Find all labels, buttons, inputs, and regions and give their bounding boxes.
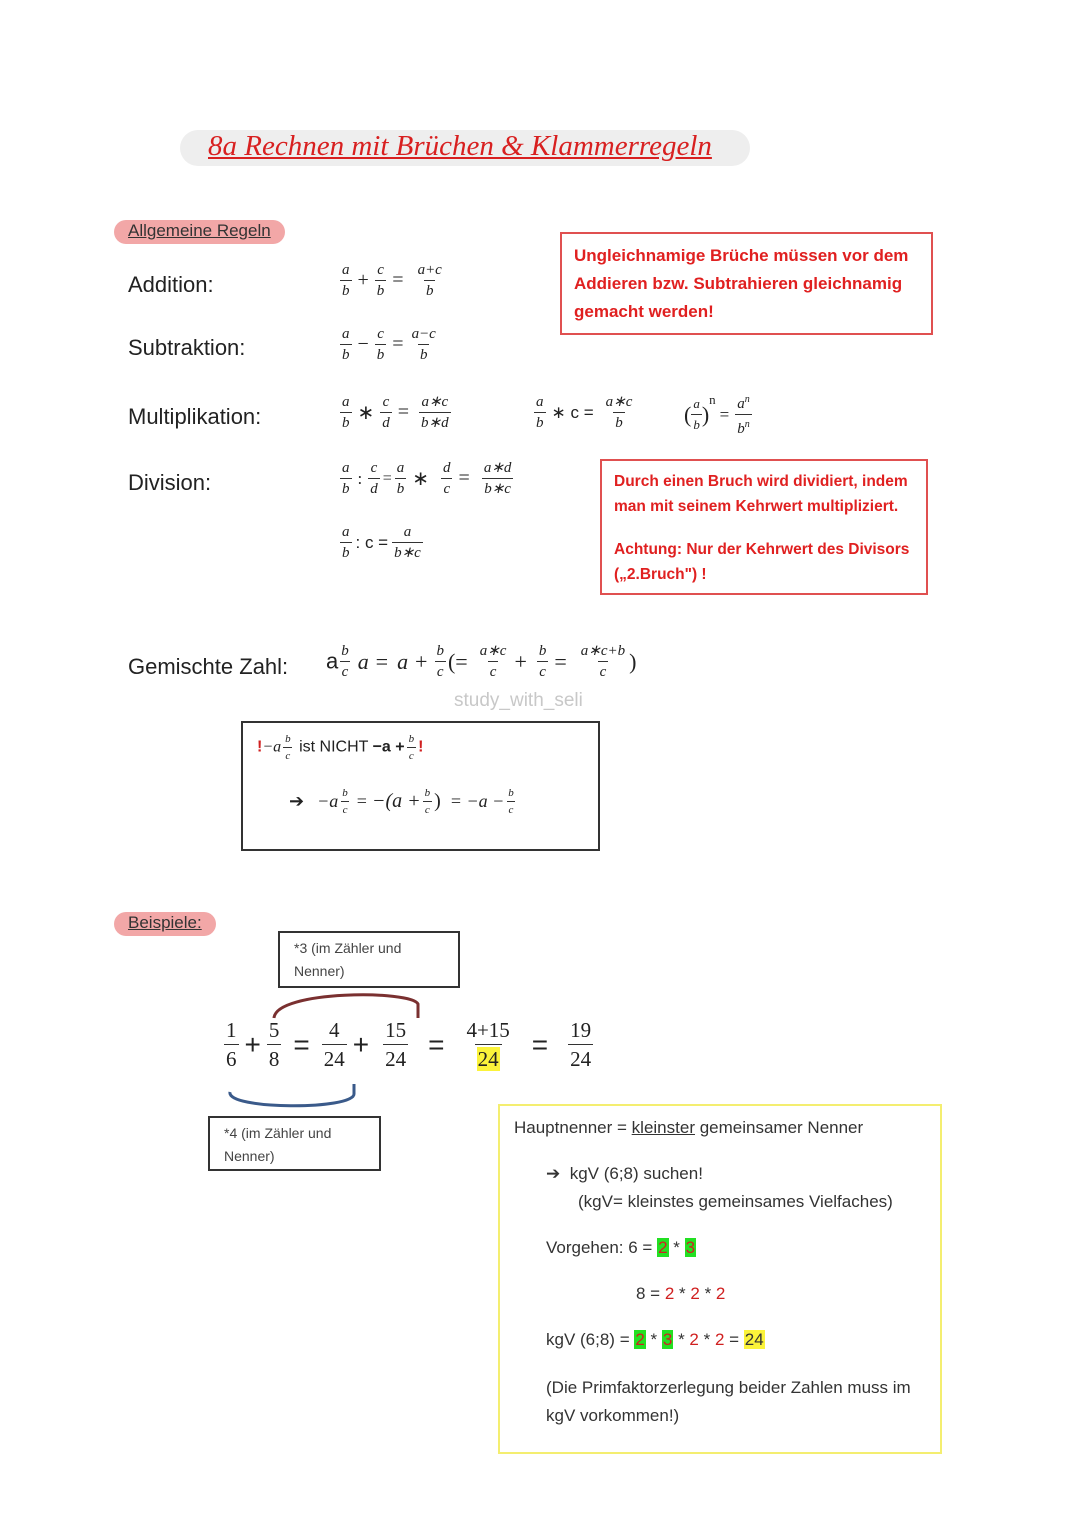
label-mixed-number: Gemischte Zahl: (128, 654, 289, 679)
kgv-line-6: kgV (6;8) = 2 * 3 * 2 * 2 = 24 (546, 1330, 764, 1349)
kgv-box (498, 1104, 942, 1454)
watermark: study_with_seli (454, 690, 583, 711)
division-attention-text: Achtung: Nur der Kehrwert des Divisors („2.Bruch") ! (614, 541, 910, 583)
formula-multiplication: $\frac{a}{b}$ ∗ $\frac{c}{d}$ = $\frac{a∗c}{b∗d}$ (342, 394, 449, 431)
formula-division: $\frac{a}{b}$ : $\frac{c}{d}$ = $\frac{a}{b}$ ∗ $\frac{d}{c}$ = $\frac{a∗d}{b∗c}$ (342, 460, 512, 497)
page-title: 8a Rechnen mit Brüchen & Klammerregeln (208, 130, 712, 162)
note-times-4: *4 (im Zähler und Nenner) (208, 1116, 381, 1171)
formula-addition: $\frac{a}{b}$ + $\frac{c}{b}$ = $\frac{a+c}{b}$ (342, 262, 442, 299)
example-equation: $\frac{1}{6}$ + $\frac{5}{8}$ = $\frac{4}{24}$ + $\frac{15}{24}$ = $\frac{4+15}{24}$ = $\frac{19}{24}$ (226, 1018, 592, 1071)
division-rule-text: Durch einen Bruch wird dividiert, indem man mit seinem Kehrwert multipliziert. (614, 473, 908, 515)
arrow-icon: ➔ (289, 791, 305, 811)
arc-times-3 (274, 995, 418, 1018)
kgv-line-5: 8 = 2 * 2 * 2 (636, 1284, 726, 1303)
label-division: Division: (128, 470, 212, 495)
section-tag-general-rules: Allgemeine Regeln (114, 220, 285, 244)
kgv-line-4: Vorgehen: 6 = 2 * 3 (546, 1238, 696, 1257)
kgv-line-2: ➔ kgV (6;8) suchen! (546, 1164, 703, 1183)
note-unlike-fractions: Ungleichnamige Brüche müssen vor dem Addieren bzw. Subtrahieren gleichnamig gemacht werden! (560, 232, 933, 335)
label-addition: Addition: (128, 272, 214, 297)
arrow-icon: ➔ (546, 1164, 561, 1183)
section-tag-examples: Beispiele: (114, 912, 216, 936)
label-multiplication: Multiplikation: (128, 404, 262, 429)
formula-multiplication-scalar: $\frac{a}{b}$ ∗ c = $\frac{a∗c}{b}$ (536, 394, 633, 431)
kgv-line-7: (Die Primfaktorzerlegung beider Zahlen muss im kgV vorkommen!) (546, 1378, 911, 1425)
kgv-line-3: (kgV= kleinstes gemeinsames Vielfaches) (578, 1192, 893, 1211)
kgv-line-1: Hauptnenner = kleinster gemeinsamer Nenner (514, 1118, 864, 1137)
warning-line-1: !−a $\frac{b}{c}$ ist NICHT −a + $\frac{b}{c}$ ! (257, 733, 424, 762)
formula-subtraction: $\frac{a}{b}$ − $\frac{c}{b}$ = $\frac{a-c}{b}$ (342, 326, 436, 363)
formula-power: ( $\frac{a}{b}$ )$^n$= $\frac{a^n}{b^n}$ (684, 392, 750, 437)
formula-division-scalar: $\frac{a}{b}$ : c = $\frac{a}{b∗c}$ (342, 524, 421, 561)
formula-mixed-number: a $\frac{b}{c}$ a = a + $\frac{b}{c}$ (= $\frac{a∗c}{c}$ + $\frac{b}{c}$ = $\frac{a∗c+b}{c}$ ) (326, 643, 637, 680)
label-subtraction: Subtraktion: (128, 335, 246, 360)
warning-line-2: ➔ −a $\frac{b}{c}$ = −(a + $\frac{b}{c}$ ) = −a − $\frac{b}{c}$ (289, 787, 514, 816)
note-times-3: *3 (im Zähler und Nenner) (278, 931, 460, 988)
arc-times-4 (230, 1084, 354, 1106)
